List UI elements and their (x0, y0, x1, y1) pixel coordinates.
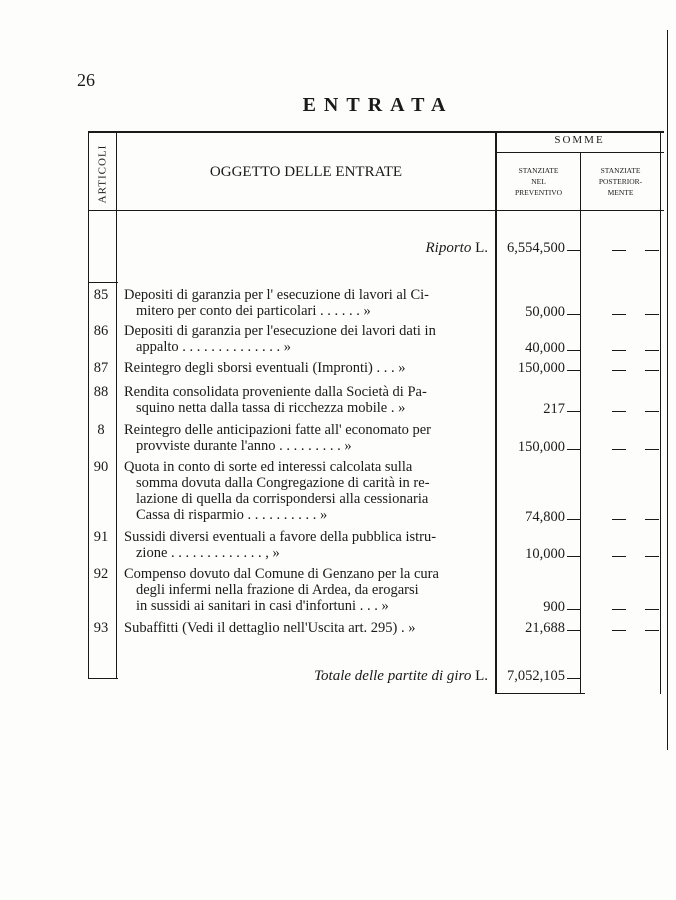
article-number: 90 (93, 459, 109, 475)
entry-description (124, 566, 486, 614)
amount-dash (567, 630, 581, 631)
table-bottom-rule (88, 678, 118, 679)
riporto-posteriormente-dash (612, 250, 626, 251)
header-stanziate-posteriormente: STANZIATE POSTERIOR- MENTE (598, 166, 643, 197)
extra-column-dash (645, 350, 659, 351)
article-number: 93 (93, 620, 109, 636)
entry-description-line: Depositi di garanzia per l' esecuzione di lavori al Ci- (124, 287, 429, 303)
article-number: 87 (93, 360, 109, 376)
extra-column-dash (645, 556, 659, 557)
left-border (88, 131, 89, 679)
extra-column-dash (645, 314, 659, 315)
header-oggetto: OGGETTO DELLE ENTRATE (209, 164, 403, 180)
table-top-rule (88, 131, 664, 133)
entry-description-line: provviste durante l'anno . . . . . . . . . » (136, 438, 352, 454)
stanziate-divider (580, 152, 581, 694)
entry-description-line: zione . . . . . . . . . . . . . , » (136, 545, 280, 561)
entry-amount: 150,000 (517, 360, 565, 376)
entry-description-line: Rendita consolidata proveniente dalla Società di Pa- (124, 384, 427, 400)
entry-description (124, 384, 486, 416)
total-box-bottom (495, 693, 585, 694)
extra-column-dash (645, 519, 659, 520)
entry-amount: 150,000 (517, 438, 565, 455)
article-number: 85 (93, 287, 109, 303)
posteriormente-dash (612, 630, 626, 631)
article-number: 91 (93, 529, 109, 545)
entry-description-line: somma dovuta dalla Congregazione di carità in re- (136, 475, 430, 491)
posteriormente-dash (612, 370, 626, 371)
entry-amount: 74,800 (525, 508, 565, 525)
extra-column-dash (645, 370, 659, 371)
entry-description (124, 287, 486, 319)
riporto-dash (567, 250, 581, 251)
entry-amount: 217 (543, 400, 565, 417)
posteriormente-dash (612, 609, 626, 610)
extra-column-dash (645, 411, 659, 412)
entry-description (124, 459, 486, 523)
entry-description (124, 620, 486, 636)
entry-description-line: in sussidi ai sanitari in casi d'infortuni . . . » (136, 598, 389, 614)
entry-description (124, 422, 486, 454)
entry-description-line: Cassa di risparmio . . . . . . . . . . » (136, 507, 328, 523)
amount-dash (567, 314, 581, 315)
posteriormente-dash (612, 449, 626, 450)
article-number: 88 (93, 384, 109, 400)
posteriormente-dash (612, 519, 626, 520)
entry-description-line: degli infermi nella frazione di Ardea, da erogarsi (136, 582, 419, 598)
entry-description-line: Depositi di garanzia per l'esecuzione dei lavori dati in (124, 323, 436, 339)
riporto-extra-dash (645, 250, 659, 251)
entry-description-line: squino netta dalla tassa di ricchezza mobile . » (136, 400, 406, 416)
header-somme: SOMME (554, 134, 605, 146)
amount-dash (567, 370, 581, 371)
page-number: 26 (77, 70, 95, 90)
amount-dash (567, 449, 581, 450)
riporto-amount: 6,554,500 (507, 240, 565, 256)
entry-description (124, 529, 486, 561)
entry-description (124, 323, 486, 355)
amount-dash (567, 519, 581, 520)
posteriormente-dash (612, 556, 626, 557)
entry-amount: 900 (543, 599, 565, 615)
article-number: 92 (93, 566, 109, 582)
posteriormente-dash (612, 314, 626, 315)
entry-description-line: Reintegro degli sborsi eventuali (Impronti) . . . » (124, 360, 406, 376)
riporto-label: Riporto L. (425, 240, 488, 256)
totale-amount: 7,052,105 (507, 668, 565, 684)
extra-column-dash (645, 449, 659, 450)
entry-amount: 40,000 (525, 339, 565, 356)
amount-dash (567, 350, 581, 351)
entry-description-line: Quota in conto di sorte ed interessi calcolata sulla (124, 459, 413, 475)
articoli-divider (116, 131, 117, 679)
article-number: 8 (97, 422, 105, 438)
extra-column-dash (645, 630, 659, 631)
page-edge-line (667, 30, 668, 750)
posteriormente-dash (612, 411, 626, 412)
section-title: ENTRATA (302, 94, 454, 116)
extra-column-dash (645, 609, 659, 610)
entry-description-line: Subaffitti (Vedi il dettaglio nell'Uscita art. 295) . » (124, 620, 416, 636)
header-stanziate-preventivo: STANZIATE NEL PREVENTIVO (514, 166, 563, 197)
body-separator-rule (88, 282, 118, 283)
entry-description-line: Sussidi diversi eventuali a favore della pubblica istru- (124, 529, 437, 545)
amount-dash (567, 556, 581, 557)
entry-description-line: Reintegro delle anticipazioni fatte all' economato per (124, 422, 431, 438)
amount-dash (567, 411, 581, 412)
entry-description-line: Compenso dovuto dal Comune di Genzano per la cura (124, 566, 439, 582)
amount-dash (567, 609, 581, 610)
header-bottom-rule (88, 210, 664, 211)
totale-dash (567, 678, 581, 679)
totale-label: Totale delle partite di giro L. (314, 668, 488, 684)
entry-description-line: mitero per conto dei particolari . . . . . . » (136, 303, 371, 319)
entry-description-line: lazione di quella da corrispondersi alla cessionaria (136, 491, 429, 507)
article-number: 86 (93, 323, 109, 339)
posteriormente-divider (660, 131, 661, 694)
entry-description (124, 360, 486, 376)
header-articoli: ARTICOLI (96, 144, 109, 204)
entry-amount: 10,000 (525, 545, 565, 562)
entry-amount: 50,000 (525, 303, 565, 320)
entry-description-line: appalto . . . . . . . . . . . . . . » (136, 339, 292, 355)
entry-amount: 21,688 (525, 620, 565, 636)
posteriormente-dash (612, 350, 626, 351)
